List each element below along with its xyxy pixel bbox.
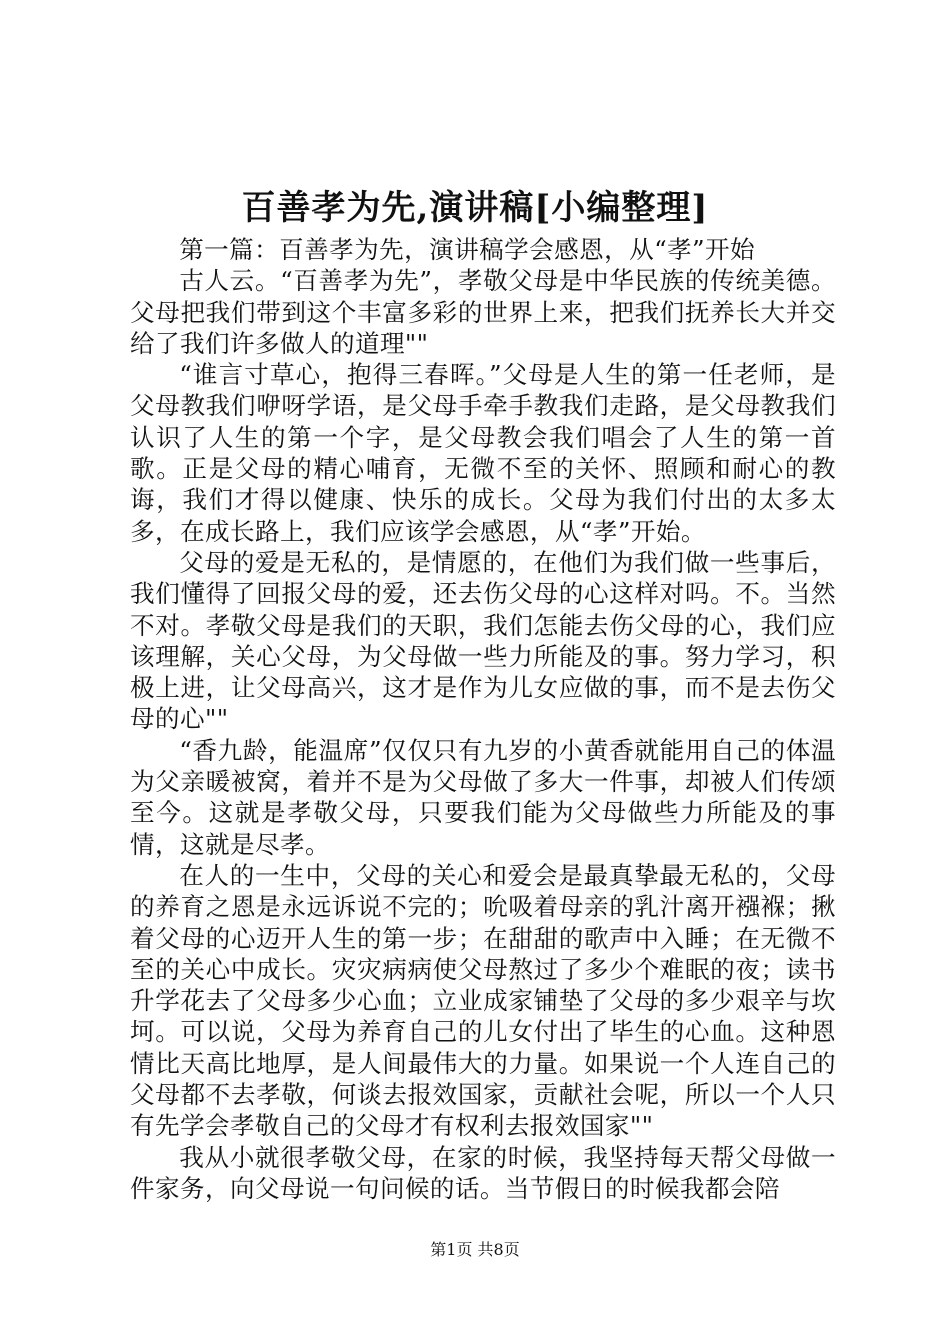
- paragraph: 我从小就很孝敬父母，在家的时候，我坚持每天帮父母做一件家务，向父母说一句问候的话。当节假日的时候我都会陪: [130, 1142, 836, 1203]
- paragraph-heading: 第一篇：百善孝为先，演讲稿学会感恩，从“孝”开始: [179, 235, 755, 264]
- paragraph: 在人的一生中，父母的关心和爱会是最真挚最无私的，父母的养育之恩是永远诉说不完的；吮吸着母亲的乳汁离开襁褓；揪着父母的心迈开人生的第一步；在甜甜的歌声中入睡；在无微不至的关心中成长。灾灾病病使父母熬过了多少个难眠的夜；读书升学花去了父母多少心血；立业成家铺垫了父母的多少艰辛与坎坷。可以说，父母为养育自己的儿女付出了毕生的心血。这种恩情比天高比地厚，是人间最伟大的力量。如果说一个人连自己的父母都不去孝敬，何谈去报效国家，贡献社会呢，所以一个人只有先学会孝敬自己的父母才有权利去报效国家"": [130, 860, 836, 1141]
- document-body: [130, 234, 836, 1204]
- page-number-footer: 第1页 共8页: [430, 1240, 520, 1259]
- paragraph: “香九龄，能温席”仅仅只有九岁的小黄香就能用自己的体温为父亲暖被窝，着并不是为父母做了多大一件事，却被人们传颂至今。这就是孝敬父母，只要我们能为父母做些力所能及的事情，这就是尽孝。: [130, 735, 836, 859]
- document-title: 百善孝为先,演讲稿[小编整理]: [241, 188, 709, 228]
- paragraph: 父母的爱是无私的，是情愿的，在他们为我们做一些事后，我们懂得了回报父母的爱，还去伤父母的心这样对吗。不。当然不对。孝敬父母是我们的天职，我们怎能去伤父母的心，我们应该理解，关心父母，为父母做一些力所能及的事。努力学习，积极上进，让父母高兴，这才是作为儿女应做的事，而不是去伤父母的心"": [130, 547, 836, 734]
- paragraph: “谁言寸草心，抱得三春晖。”父母是人生的第一任老师，是父母教我们咿呀学语，是父母手牵手教我们走路，是父母教我们认识了人生的第一个字，是父母教会我们唱会了人生的第一首歌。正是父母的精心哺育，无微不至的关怀、照顾和耐心的教诲，我们才得以健康、快乐的成长。父母为我们付出的太多太多，在成长路上，我们应该学会感恩，从“孝”开始。: [130, 360, 836, 546]
- paragraph: 古人云。“百善孝为先”，孝敬父母是中华民族的传统美德。父母把我们带到这个丰富多彩的世界上来，把我们抚养长大并交给了我们许多做人的道理"": [130, 266, 836, 358]
